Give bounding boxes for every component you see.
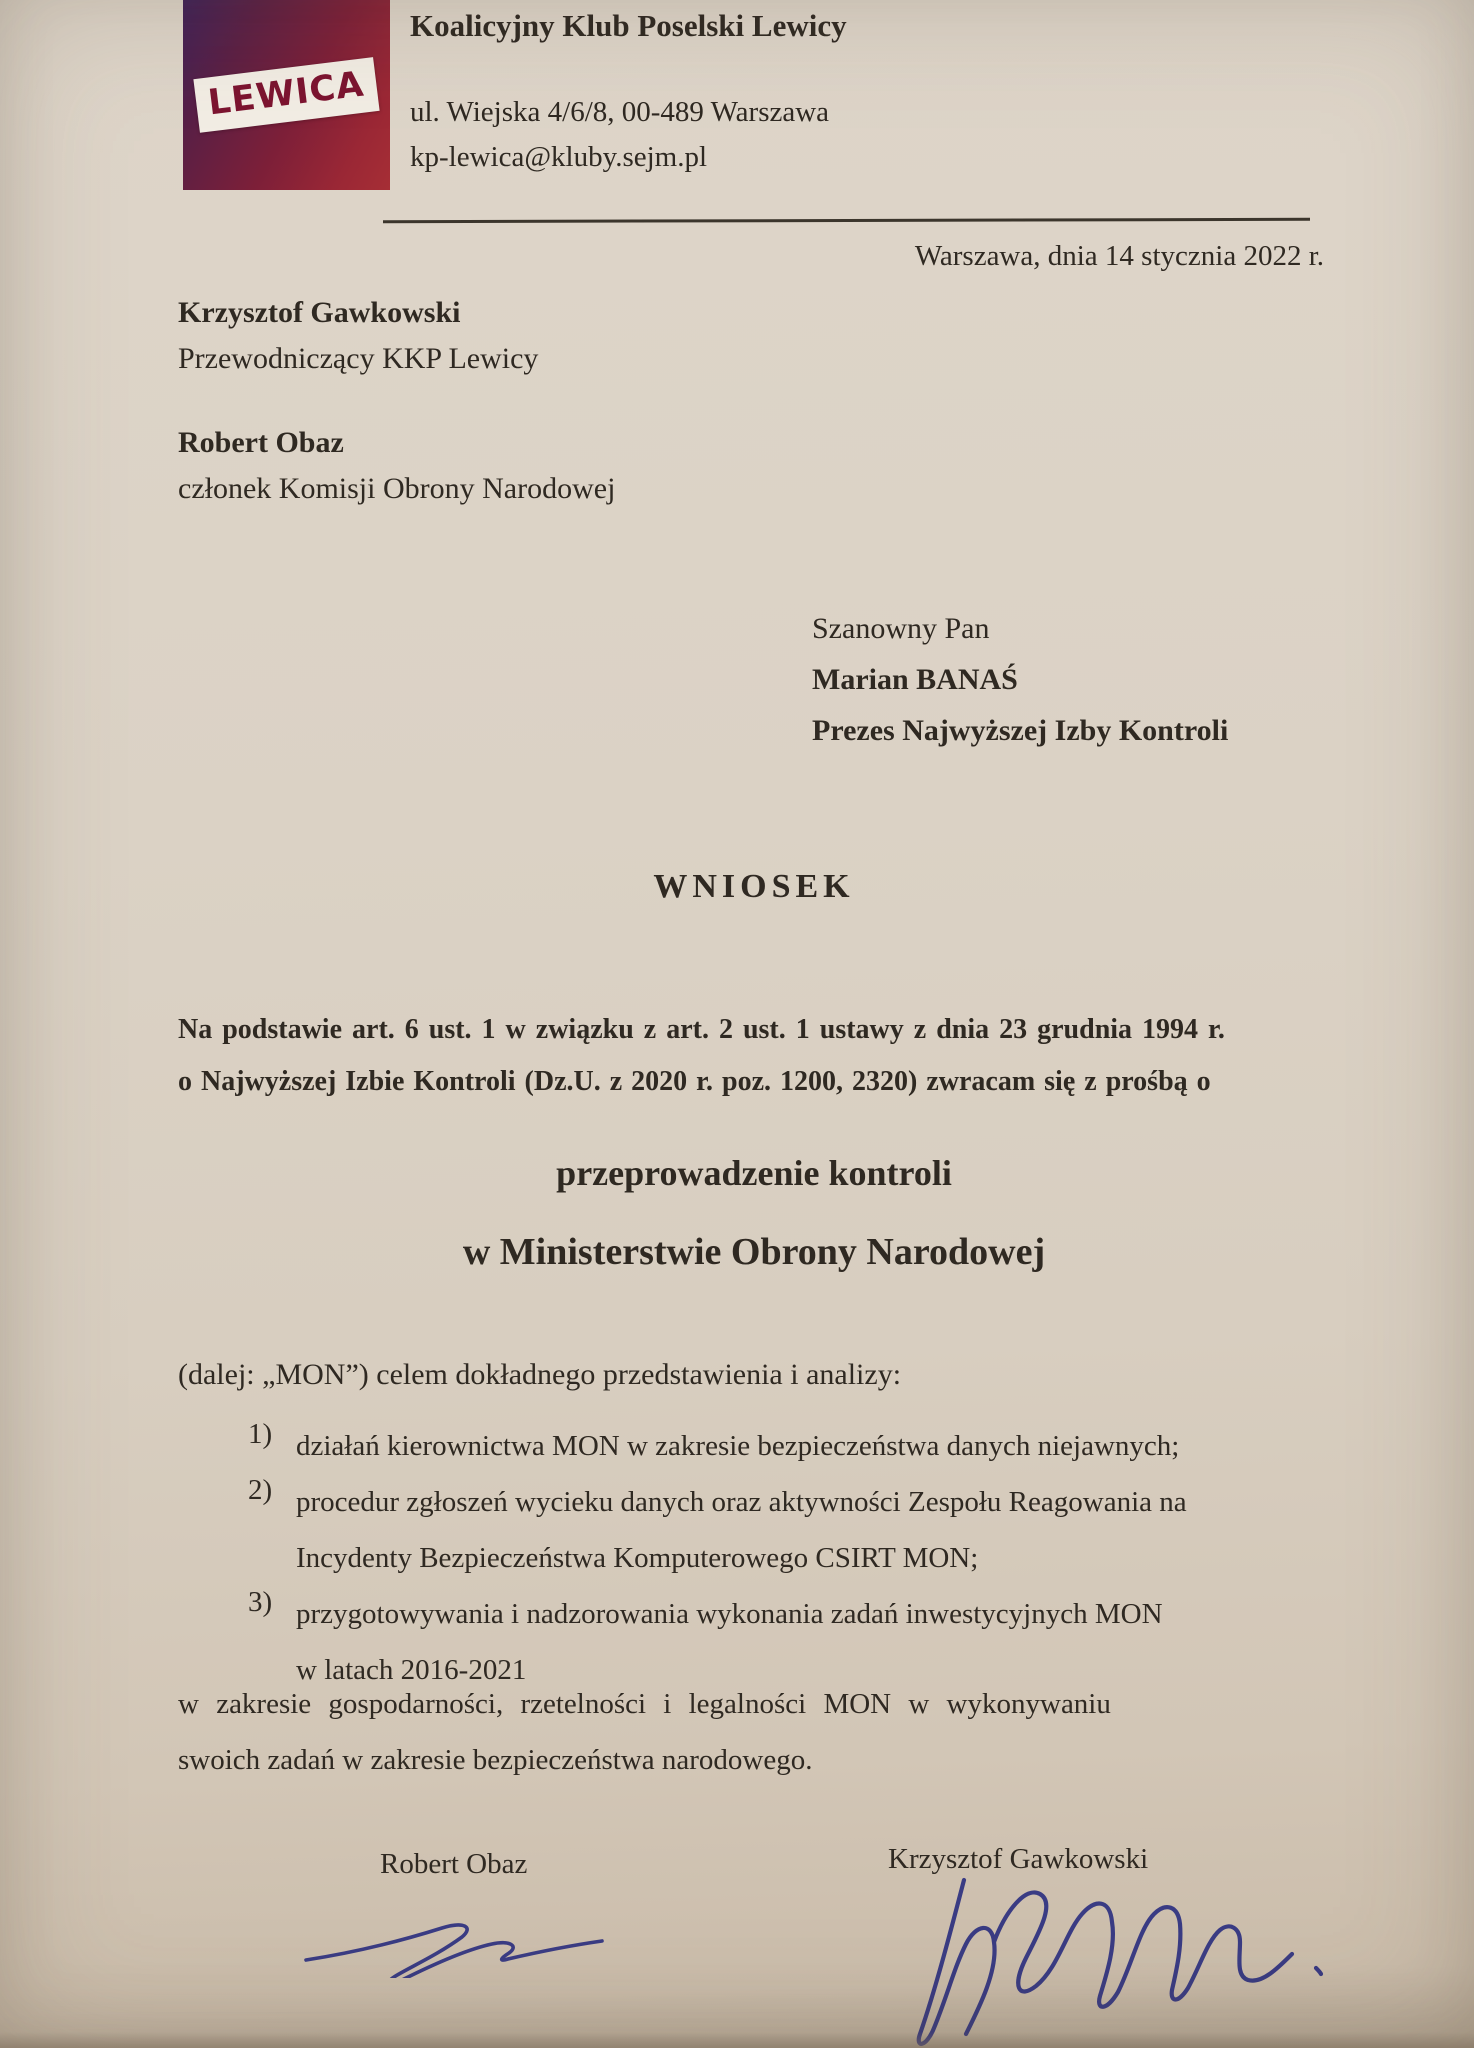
date-line: Warszawa, dnia 14 stycznia 2022 r. xyxy=(914,240,1324,272)
list-item-text: w latach 2016-2021 xyxy=(296,1654,527,1686)
document-title: WNIOSEK xyxy=(653,868,855,905)
sender-name: Krzysztof Gawkowski xyxy=(178,296,461,329)
photo-bottom-shadow xyxy=(0,2032,1474,2048)
list-item-text: procedur zgłoszeń wycieku danych oraz aktywności Zespołu Reagowania na xyxy=(296,1486,1187,1518)
organization-name: Koalicyjny Klub Poselski Lewicy xyxy=(410,8,847,43)
recipient-title: Prezes Najwyższej Izby Kontroli xyxy=(812,714,1229,747)
signature-label: Robert Obaz xyxy=(380,1848,528,1880)
recipient-salutation: Szanowny Pan xyxy=(812,612,990,645)
list-item-number: 2) xyxy=(248,1474,273,1506)
list-item-text: Incydenty Bezpieczeństwa Komputerowego CSIRT MON; xyxy=(296,1542,979,1574)
list-item-number: 3) xyxy=(248,1586,273,1618)
closing-line: w zakresie gospodarności, rzetelności i legalności MON w wykonywaniu xyxy=(178,1688,1111,1720)
obaz-signature-ink xyxy=(300,1898,610,1978)
legal-basis-line: Na podstawie art. 6 ust. 1 w związku z art. 2 ust. 1 ustawy z dnia 23 grudnia 1994 r. xyxy=(178,1014,1225,1045)
legal-basis-line: o Najwyższej Izbie Kontroli (Dz.U. z 2020 r. poz. 1200, 2320) zwracam się z prośbą o xyxy=(178,1066,1211,1097)
body-intro: (dalej: „MON”) celem dokładnego przedstawienia i analizy: xyxy=(178,1358,902,1391)
request-headline: przeprowadzenie kontroli xyxy=(556,1153,952,1193)
list-item-number: 1) xyxy=(248,1418,273,1450)
sender-title: Przewodniczący KKP Lewicy xyxy=(178,342,539,375)
lewica-logo-band xyxy=(194,57,380,133)
header-divider xyxy=(383,218,1310,223)
sender-name: Robert Obaz xyxy=(178,426,344,459)
list-item xyxy=(248,1474,1187,1586)
email-line: kp-lewica@kluby.sejm.pl xyxy=(410,141,708,173)
address-line: ul. Wiejska 4/6/8, 00-489 Warszawa xyxy=(410,96,830,128)
closing-line: swoich zadań w zakresie bezpieczeństwa narodowego. xyxy=(178,1744,813,1776)
signature-label: Krzysztof Gawkowski xyxy=(888,1843,1149,1875)
list-item-text: przygotowywania i nadzorowania wykonania zadań inwestycyjnych MON xyxy=(296,1598,1163,1630)
list-item-text: działań kierownictwa MON w zakresie bezpieczeństwa danych niejawnych; xyxy=(296,1430,1180,1462)
recipient-name: Marian BANAŚ xyxy=(812,663,1018,696)
sender-title: członek Komisji Obrony Narodowej xyxy=(178,472,616,505)
lewica-logo-text: LEWICA xyxy=(206,64,367,124)
lewica-logo xyxy=(183,0,390,190)
list-item xyxy=(248,1418,1179,1474)
request-headline: w Ministerstwie Obrony Narodowej xyxy=(462,1231,1046,1273)
gawkowski-signature-ink xyxy=(880,1872,1340,2048)
